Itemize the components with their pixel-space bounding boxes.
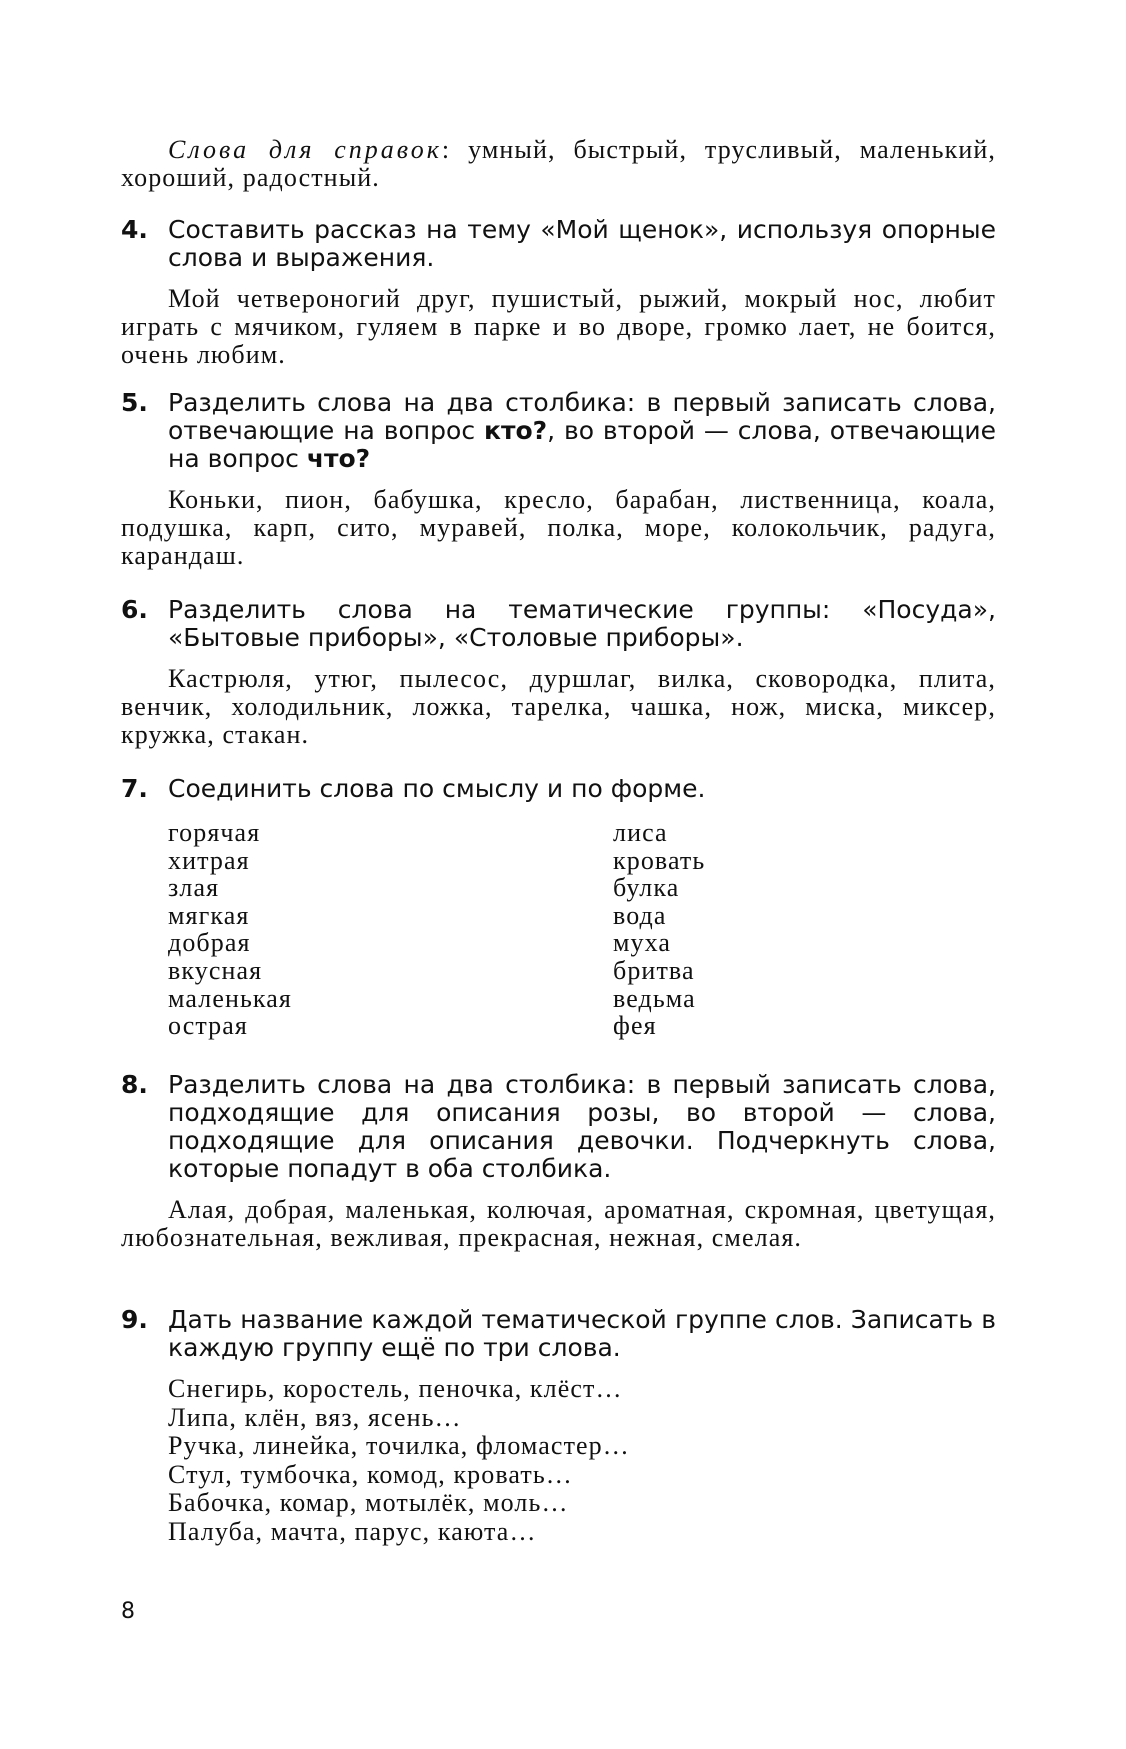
- task-instruction: [168, 389, 996, 473]
- list-item: ведьма: [613, 983, 696, 1013]
- list-item: лиса: [613, 818, 668, 847]
- task-text-part: , во второй — слова, отвечающие на вопрос: [168, 416, 996, 473]
- task-8-words: Алая, добрая, маленькая, колючая, ароматная, скромная, цветущая, любознательная, вежливая, прекрасная, нежная, смелая.: [121, 1195, 996, 1252]
- word-group-line: Стул, тумбочка, комод, кровать…: [168, 1459, 573, 1489]
- list-item: вода: [613, 900, 667, 930]
- word-group-line: Липа, клён, вяз, ясень…: [168, 1402, 462, 1432]
- list-item: злая: [168, 873, 220, 903]
- word-group-line: Бабочка, комар, мотылёк, моль…: [168, 1488, 569, 1517]
- word-group-line: Снегирь, коростель, пеночка, клёст…: [168, 1374, 623, 1403]
- page-number: 8: [121, 1599, 135, 1624]
- task-number: 8.: [121, 1070, 148, 1099]
- list-item: вкусная: [168, 955, 263, 985]
- list-item: муха: [613, 928, 672, 958]
- list-item: маленькая: [168, 983, 292, 1013]
- list-item: горячая: [168, 818, 261, 847]
- word-groups: [168, 1375, 630, 1546]
- question-who: кто?: [483, 416, 548, 445]
- task-instruction: Соединить слова по смыслу и по форме.: [168, 774, 706, 803]
- reference-words: [121, 136, 996, 192]
- task-4-words: Мой четвероногий друг, пушистый, рыжий, мокрый нос, любит играть с мячиком, гуляем в парке и во дворе, громко лает, не боится, очень любим.: [121, 284, 996, 369]
- task-number: 4.: [121, 215, 148, 244]
- question-what: что?: [306, 444, 371, 473]
- list-item: острая: [168, 1011, 248, 1041]
- task-instruction: Разделить слова на два столбика: в первый записать слова, подходящие для описания розы, во второй — слова, подходящие для описания девочки. Подчеркнуть слова, которые попадут в оба столбика.: [168, 1070, 996, 1183]
- task-text-part: Разделить слова на два столбика: в первый записать слова, отвечающие на вопрос: [168, 388, 996, 445]
- task-instruction: Разделить слова на тематические группы: «Посуда», «Бытовые приборы», «Столовые приборы».: [168, 595, 996, 652]
- task-6-words: Кастрюля, утюг, пылесос, дуршлаг, вилка, сковородка, плита, венчик, холодильник, ложка, тарелка, чашка, нож, миска, миксер, кружка, стакан.: [121, 664, 996, 749]
- adjective-column: [168, 819, 292, 1040]
- word-group-line: Ручка, линейка, точилка, фломастер…: [168, 1431, 630, 1460]
- task-instruction: Составить рассказ на тему «Мой щенок», используя опорные слова и выражения.: [168, 215, 996, 272]
- task-number: 9.: [121, 1305, 148, 1334]
- task-number: 7.: [121, 774, 148, 803]
- list-item: бритва: [613, 955, 695, 985]
- task-number: 6.: [121, 595, 148, 624]
- list-item: булка: [613, 873, 680, 903]
- list-item: кровать: [613, 845, 706, 875]
- task-number: 5.: [121, 388, 148, 417]
- list-item: добрая: [168, 928, 251, 958]
- list-item: фея: [613, 1011, 657, 1041]
- reference-label: Слова для справок: [168, 135, 442, 164]
- reference-text: : умный, быстрый, трусливый, маленький, хороший, радостный.: [121, 135, 997, 192]
- task-instruction: Дать название каждой тематической группе слов. Записать в каждую группу ещё по три слова.: [168, 1305, 996, 1362]
- task-5-words: Коньки, пион, бабушка, кресло, барабан, лиственница, коала, подушка, карп, сито, муравей, полка, море, колокольчик, радуга, карандаш.: [121, 485, 996, 570]
- list-item: мягкая: [168, 900, 250, 930]
- word-group-line: Палуба, мачта, парус, каюта…: [168, 1516, 537, 1546]
- noun-column: [613, 819, 705, 1040]
- list-item: хитрая: [168, 845, 250, 875]
